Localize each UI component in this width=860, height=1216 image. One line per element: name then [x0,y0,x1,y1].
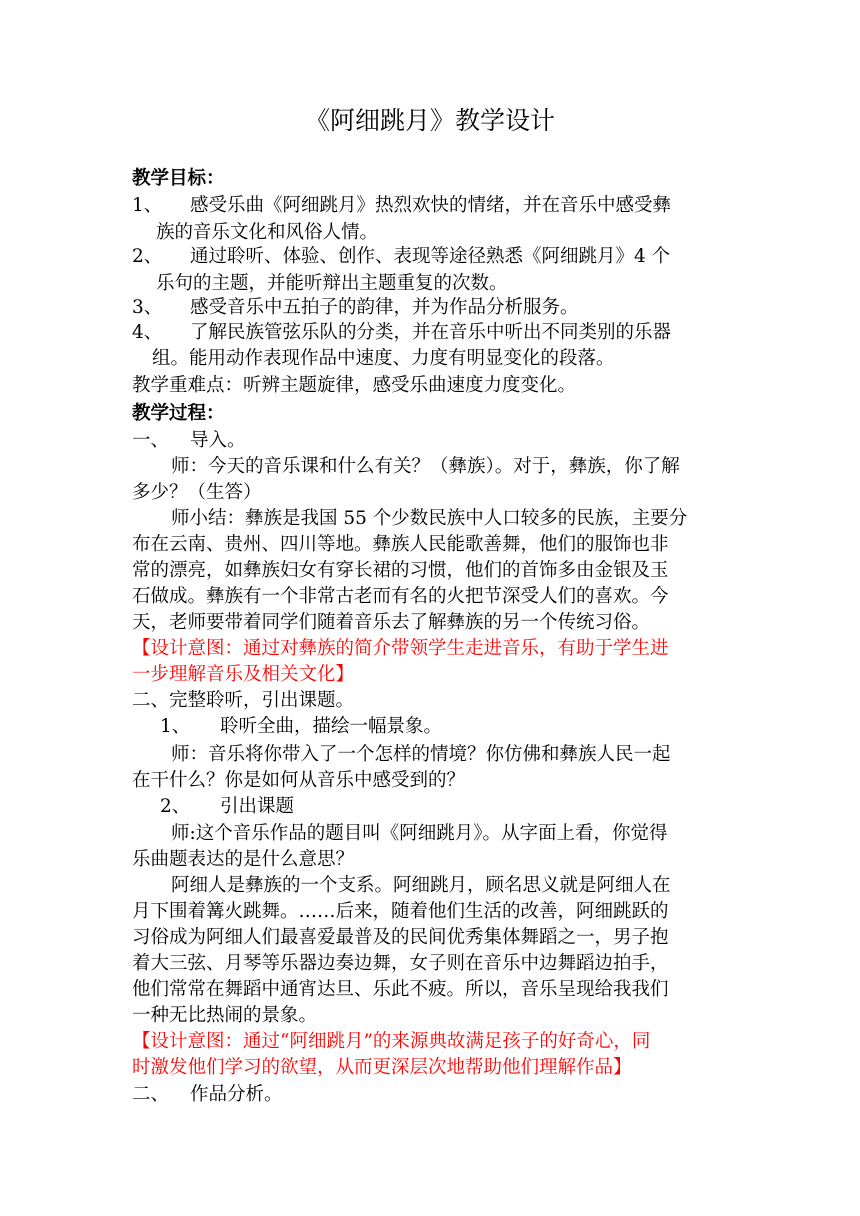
section-heading [132,427,732,455]
section-title: 导入。 [190,430,246,451]
goal-text: 感受音乐中五拍子的韵律，并为作品分析服务。 [190,297,579,318]
paragraph-line: 师小结：彝族是我国 55 个少数民族中人口较多的民族，主要分 [171,508,688,529]
paragraph-line: 着大三弦、月琴等乐器边奏边舞，女子则在音乐中边舞蹈边拍手， [132,953,669,974]
goal-text: 了解民族管弦乐队的分类，并在音乐中听出不同类别的乐器 [190,322,672,343]
paragraph-line: 阿细人是彝族的一个支系。阿细跳月，顾名思义就是阿细人在 [171,875,671,896]
subsection-number: 2、 [160,796,191,817]
paragraph-line: 月下围着篝火跳舞。……后来，随着他们生活的改善，阿细跳跃的 [132,901,669,922]
document-title: 《阿细跳月》教学设计 [304,106,555,135]
process-heading: 教学过程： [132,403,225,424]
key-points: 教学重难点：听辨主题旋律，感受乐曲速度力度变化。 [132,375,577,396]
paragraph-line: 师：今天的音乐课和什么有关？（彝族）。对于，彝族，你了解 [171,456,680,477]
section-heading: 二、完整聆听，引出课题。 [132,690,355,711]
section-title: 作品分析。 [190,1084,283,1105]
paragraph-line: 天，老师要带着同学们随着音乐去了解彝族的另一个传统习俗。 [132,612,651,633]
goal-text: 通过聆听、体验、创作、表现等途径熟悉《阿细跳月》4 个 [190,246,671,267]
design-intent-note: 【设计意图：通过对彝族的简介带领学生走进音乐，有助于学生进 [132,638,669,659]
paragraph-line: 石做成。彝族有一个非常古老而有名的火把节深受人们的喜欢。今 [132,586,669,607]
section-heading [132,1081,732,1109]
subsection-title: 引出课题 [220,796,295,817]
goal-continuation: 族的音乐文化和风俗人情。 [156,222,379,243]
goal-item [132,243,732,271]
goal-number: 1、 [132,195,163,216]
paragraph-line: 师:这个音乐作品的题目叫《阿细跳月》。从字面上看，你觉得 [171,823,668,844]
goal-item [132,192,732,220]
paragraph-line: 多少？（生答） [132,482,262,503]
subsection-heading [160,713,760,741]
goal-number: 3、 [132,297,163,318]
goal-item [132,294,732,322]
section-number: 二、 [132,1084,170,1105]
goal-number: 4、 [132,322,163,343]
section-number: 一、 [132,430,170,451]
goal-continuation: 组。能用动作表现作品中速度、力度有明显变化的段落。 [152,348,615,369]
paragraph-line: 在干什么？你是如何从音乐中感受到的？ [132,770,466,791]
design-intent-note: 时激发他们学习的欲望，从而更深层次地帮助他们理解作品】 [132,1057,632,1078]
paragraph-line: 习俗成为阿细人们最喜爱最普及的民间优秀集体舞蹈之一，男子抱 [132,927,669,948]
paragraph-line: 布在云南、贵州、四川等地。彝族人民能歌善舞，他们的服饰也非 [132,534,669,555]
paragraph-line: 他们常常在舞蹈中通宵达旦、乐此不疲。所以，音乐呈现给我我们 [132,979,669,1000]
design-intent-note: 【设计意图：通过“阿细跳月”的来源典故满足孩子的好奇心，同 [132,1031,651,1052]
subsection-title: 聆听全曲，描绘一幅景象。 [220,716,443,737]
goal-text: 感受乐曲《阿细跳月》热烈欢快的情绪，并在音乐中感受彝 [190,195,672,216]
paragraph-line: 常的漂亮，如彝族妇女有穿长裙的习惯，他们的首饰多由金银及玉 [132,560,669,581]
goal-continuation: 乐句的主题，并能听辩出主题重复的次数。 [156,273,508,294]
goals-heading: 教学目标： [132,168,225,189]
goal-item [132,319,732,347]
goal-number: 2、 [132,246,163,267]
subsection-number: 1、 [160,716,191,737]
paragraph-line: 一种无比热闹的景象。 [132,1005,318,1026]
design-intent-note: 一步理解音乐及相关文化】 [132,664,355,685]
paragraph-line: 师：音乐将你带入了一个怎样的情境？你仿佛和彝族人民一起 [171,744,671,765]
paragraph-line: 乐曲题表达的是什么意思？ [132,849,355,870]
subsection-heading [160,793,760,821]
